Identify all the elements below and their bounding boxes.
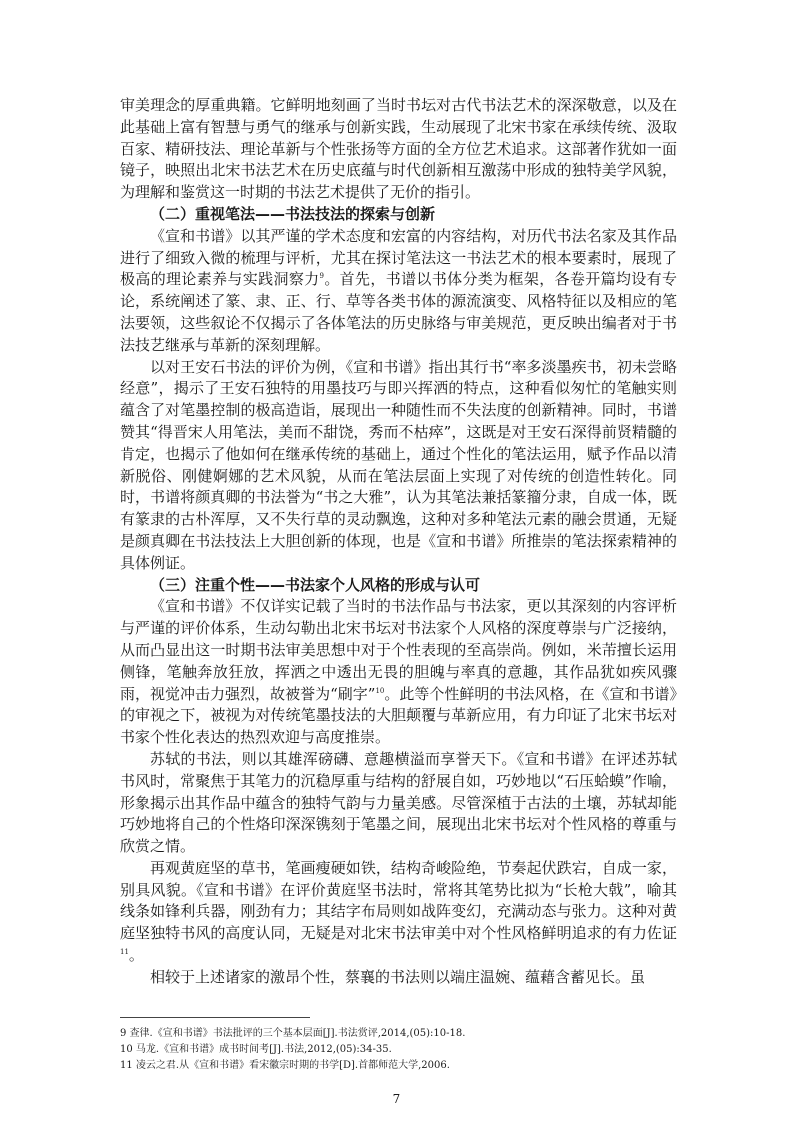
paragraph: 相较于上述诸家的激昂个性，蔡襄的书法则以端庄温婉、蕴藉含蓄见长。虽 [150, 967, 646, 986]
page-number: 7 [392, 1092, 401, 1106]
footnote-10: 10 马龙.《宣和书谱》成书时间考[J].书法,2012,(05):34-35. [120, 1044, 392, 1055]
footnote-divider [120, 1017, 310, 1018]
footnotes [120, 1026, 680, 1074]
paragraph: 苏轼的书法，则以其雄浑磅礴、意趣横溢而享誉天下。《宣和书谱》在评述苏轼书风时，常聚焦于其笔力的沉稳厚重与结构的舒展自如，巧妙地以“石压蛤蟆”作喻，形象揭示出其作品中蕴含的独特气韵与力量美感。尽管深植于古法的土壤，苏轼却能巧妙地将自己的个性烙印深深镌刻于笔墨之间，展现出北宋书坛对个性风格的尊重与欣赏之情。 [120, 749, 677, 856]
footnote-ref-11[interactable]: 11 [120, 948, 129, 957]
paragraph: 审美理念的厚重典籍。它鲜明地刻画了当时书坛对古代书法艺术的深深敬意，以及在此基础上富有智慧与勇气的继承与创新实践，生动展现了北宋书家在承续传统、汲取百家、精研技法、理论革新与个性张扬等方面的全方位艺术追求。这部著作犹如一面镜子，映照出北宋书法艺术在历史底蕴与时代创新相互激荡中形成的独特美学风貌，为理解和鉴赏这一时期的书法艺术提供了无价的指引。 [120, 96, 677, 202]
section-heading-3: （三）注重个性——书法家个人风格的形成与认可 [150, 575, 481, 594]
paragraph: 以对王安石书法的评价为例，《宣和书谱》指出其行书“率多淡墨疾书，初未尝略经意”，揭示了王安石独特的用墨技巧与即兴挥洒的特点，这种看似匆忙的笔触实则蕴含了对笔墨控制的极高造诣，展现出一种随性而不失法度的创新精神。同时，书谱赞其“得晋宋人用笔法，美而不甜饶，秀而不枯瘁”，这既是对王安石深得前贤精髓的肯定，也揭示了他如何在继承传统的基础上，通过个性化的笔法运用，赋予作品以清新脱俗、刚健婀娜的艺术风貌，从而在笔法层面上实现了对传统的创造性转化。同时，书谱将颜真卿的书法誉为“书之大雅”，认为其笔法兼括篆籀分隶，自成一体，既有篆隶的古朴浑厚，又不失行草的灵动飘逸，这种对多种笔法元素的融会贯通，无疑是颜真卿在书法技法上大胆创新的体现，也是《宣和书谱》所推崇的笔法探索精神的具体例证。 [120, 357, 677, 572]
main-text [120, 95, 677, 989]
paragraph: 《宣和书谱》不仅详实记载了当时的书法作品与书法家，更以其深刻的内容评析与严谨的评价体系，生动勾勒出北宋书坛对书法家个人风格的深度尊崇与广泛接纳，从而凸显出这一时期书法审美思想中对于个性表现的至高崇尚。例如，米芾擅长运用侧锋，笔触奔放狂放，挥洒之中透出无畏的胆魄与率真的意趣，其作品犹如疾风骤雨，视觉冲击力强烈，故被誉为“刷字”$^{10}$。此等个性鲜明的书法风格，在《宣和书谱》的审视之下，被视为对传统笔墨技法的大胆颠覆与革新应用，有力印证了北宋书坛对书家个性化表达的热烈欢迎与高度推崇。 [120, 597, 677, 747]
footnote-ref-10[interactable]: 10 [375, 686, 385, 695]
footnote-9: 9 查律.《宣和书谱》书法批评的三个基本层面[J].书法赏评,2014,(05):10-18. [120, 1028, 466, 1039]
paragraph: 再观黄庭坚的草书，笔画瘦硬如铁，结构奇峻险绝，节奏起伏跌宕，自成一家，别具风貌。《宣和书谱》在评价黄庭坚书法时，常将其笔势比拟为“长枪大戟”，喻其线条如锋利兵器，刚劲有力；其结字布局则如战阵变幻，充满动态与张力。这种对黄庭坚独特书风的高度认同，无疑是对北宋书法审美中对个性风格鲜明追求的有力佐证$^{11}$。 [120, 858, 677, 965]
footnote-11: 11 凌云之君.从《宣和书谱》看宋徽宗时期的书学[D].首都师范大学,2006. [120, 1060, 450, 1071]
paragraph: 《宣和书谱》以其严谨的学术态度和宏富的内容结构，对历代书法名家及其作品进行了细致入微的梳理与评析，尤其在探讨笔法这一书法艺术的根本要素时，展现了极高的理论素养与实践洞察力$^9$。首先，书谱以书体分类为框架，各卷开篇均设有专论，系统阐述了篆、隶、正、行、草等各类书体的源流演变、风格特征以及相应的笔法要领，这些叙论不仅揭示了各体笔法的历史脉络与审美规范，更反映出编者对于书法技艺继承与革新的深刻理解。 [120, 226, 677, 354]
footnote-ref-9[interactable]: 9 [319, 272, 324, 281]
section-heading-2: （二）重视笔法——书法技法的探索与创新 [150, 204, 436, 223]
